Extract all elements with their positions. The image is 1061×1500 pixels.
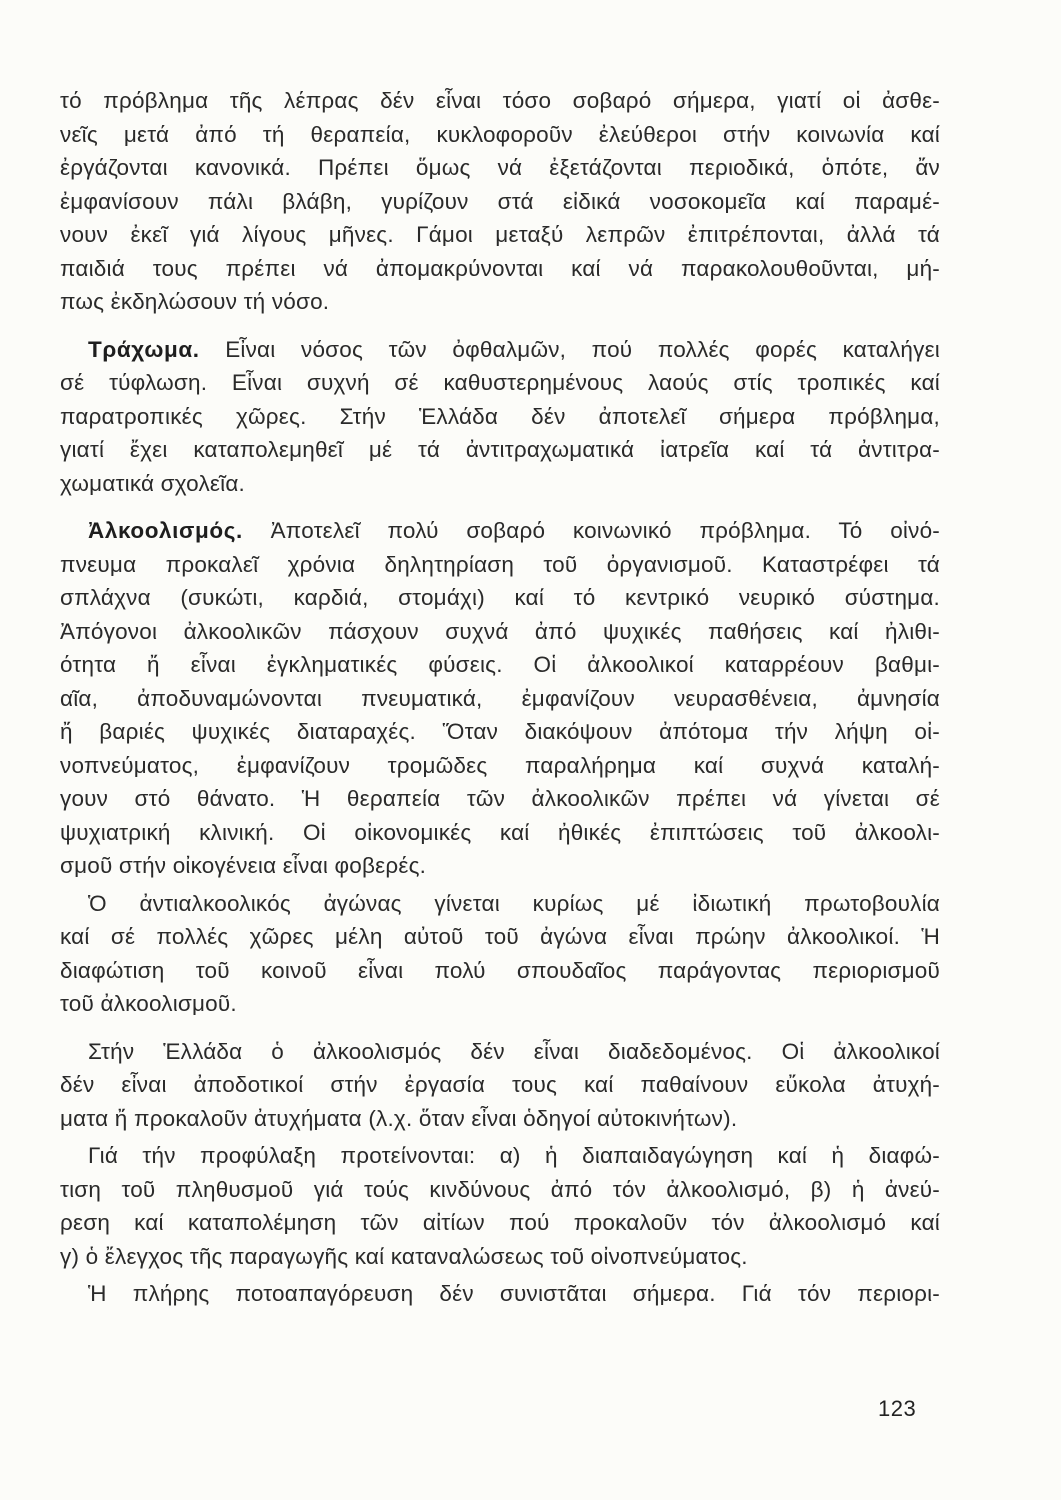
text-line: τό πρόβλημα τῆς λέπρας δέν εἶναι τόσο σοβαρό σήμερα, γιατί οἱ ἀσθε- xyxy=(60,88,940,113)
paragraph-prevention xyxy=(60,1139,940,1273)
text-line: σμοῦ στήν οἰκογένεια εἶναι φοβερές. xyxy=(60,853,427,878)
paragraph-trachoma xyxy=(60,333,940,501)
text-line: ψυχιατρική κλινική. Οἱ οἰκονομικές καί ἠθικές ἐπιπτώσεις τοῦ ἀλκοολι- xyxy=(60,819,940,845)
paragraph-gap xyxy=(60,1021,940,1035)
text-line: γουν στό θάνατο. Ἡ θεραπεία τῶν ἀλκοολικῶν πρέπει νά γίνεται σέ xyxy=(60,786,940,811)
text-line: σέ τύφλωση. Εἶναι συχνή σέ καθυστερημένους λαούς στίς τροπικές καί xyxy=(60,370,940,395)
text-line xyxy=(60,514,940,548)
text-line: καί σέ πολλές χῶρες μέλη αὐτοῦ τοῦ ἀγώνα εἶναι πρώην ἀλκοολικοί. Ἡ xyxy=(60,924,940,949)
text-line: Ἡ πλήρης ποτοαπαγόρευση δέν συνιστᾶται σήμερα. Γιά τόν περιορι- xyxy=(88,1281,940,1306)
section-term-alcoholism: Ἀλκοολισμός. xyxy=(88,518,243,543)
text-line: ματα ἤ προκαλοῦν ἀτυχήματα (λ.χ. ὅταν εἶναι ὁδηγοί αὐτοκινήτων). xyxy=(60,1105,738,1131)
paragraph-gap xyxy=(60,500,940,514)
text-line: ότητα ἤ εἶναι ἐγκληματικές φύσεις. Οἱ ἀλκοολικοί καταρρέουν βαθμι- xyxy=(60,652,940,677)
text-line: Ἀπόγονοι ἀλκοολικῶν πάσχουν συχνά ἀπό ψυχικές παθήσεις καί ἠλιθι- xyxy=(60,618,940,644)
text-line: πως ἐκδηλώσουν τή νόσο. xyxy=(60,289,330,314)
text-line: πνευμα προκαλεῖ χρόνια δηλητηρίαση τοῦ ὀργανισμοῦ. Καταστρέφει τά xyxy=(60,551,940,577)
text-line: διαφώτιση τοῦ κοινοῦ εἶναι πολύ σπουδαῖος παράγοντας περιορισμοῦ xyxy=(60,957,940,983)
text-line: σπλάχνα (συκώτι, καρδιά, στομάχι) καί τό κεντρικό νευρικό σύστημα. xyxy=(60,585,940,610)
text-line xyxy=(60,333,940,367)
text-line: νουν ἐκεῖ γιά λίγους μῆνες. Γάμοι μεταξύ λεπρῶν ἐπιτρέπονται, ἀλλά τά xyxy=(60,222,940,247)
text-line: γ) ὁ ἔλεγχος τῆς παραγωγῆς καί καταναλώσεως τοῦ οἰνοπνεύματος. xyxy=(60,1243,748,1269)
text-line: ρεση καί καταπολέμηση τῶν αἰτίων πού προκαλοῦν τόν ἀλκοολισμό καί xyxy=(60,1210,940,1235)
text-line: τιση τοῦ πληθυσμοῦ γιά τούς κινδύνους ἀπό τόν ἀλκοολισμό, β) ἡ ἀνεύ- xyxy=(60,1176,940,1202)
text-line: Γιά τήν προφύλαξη προτείνονται: α) ἡ διαπαιδαγώγηση καί ἡ διαφώ- xyxy=(88,1143,940,1168)
text-line: αῖα, ἀποδυναμώνονται πνευματικά, ἐμφανίζουν νευρασθένεια, ἀμνησία xyxy=(60,685,940,711)
text-line: ἐργάζονται κανονικά. Πρέπει ὅμως νά ἐξετάζονται περιοδικά, ὁπότε, ἄν xyxy=(60,155,940,180)
text-line-rest: Εἶναι νόσος τῶν ὀφθαλμῶν, πού πολλές φορές καταλήγει xyxy=(199,336,940,362)
paragraph-leprosy xyxy=(60,84,940,319)
paragraph-prohibition xyxy=(60,1277,940,1311)
text-line: χωματικά σχολεῖα. xyxy=(60,470,245,496)
text-line: ἐμφανίσουν πάλι βλάβη, γυρίζουν στά εἰδικά νοσοκομεῖα καί παραμέ- xyxy=(60,188,940,214)
text-line: ἤ βαριές ψυχικές διαταραχές. Ὅταν διακόψουν ἀπότομα τήν λήψη οἰ- xyxy=(60,719,940,744)
page-number: 123 xyxy=(878,1396,917,1421)
text-line: παρατροπικές χῶρες. Στήν Ἑλλάδα δέν ἀποτελεῖ σήμερα πρόβλημα, xyxy=(60,403,940,429)
text-line: Ὁ ἀντιαλκοολικός ἀγώνας γίνεται κυρίως μέ ἰδιωτική πρωτοβουλία xyxy=(88,890,940,916)
paragraph-greece xyxy=(60,1035,940,1136)
section-term-trachoma: Τράχωμα. xyxy=(88,336,200,362)
text-line: νοπνεύματος, ἐμφανίζουν τρομῶδες παραλήρημα καί συχνά καταλή- xyxy=(60,752,940,778)
paragraph-alcoholism xyxy=(60,514,940,883)
text-line: τοῦ ἀλκοολισμοῦ. xyxy=(60,991,237,1016)
paragraph-anti-alcohol xyxy=(60,887,940,1021)
text-line-rest: Ἀποτελεῖ πολύ σοβαρό κοινωνικό πρόβλημα. Τό οἰνό- xyxy=(242,518,940,543)
text-line: νεῖς μετά ἀπό τή θεραπεία, κυκλοφοροῦν ἐλεύθεροι στήν κοινωνία καί xyxy=(60,121,940,147)
text-line: Στήν Ἑλλάδα ὁ ἀλκοολισμός δέν εἶναι διαδεδομένος. Οἱ ἀλκοολικοί xyxy=(88,1038,940,1064)
text-line: παιδιά τους πρέπει νά ἀπομακρύνονται καί νά παρακολουθοῦνται, μή- xyxy=(60,255,940,281)
page-text xyxy=(60,84,940,1311)
text-line: γιατί ἔχει καταπολεμηθεῖ μέ τά ἀντιτραχωματικά ἰατρεῖα καί τά ἀντιτρα- xyxy=(60,437,940,462)
text-line: δέν εἶναι ἀποδοτικοί στήν ἐργασία τους καί παθαίνουν εὔκολα ἀτυχή- xyxy=(60,1072,940,1097)
paragraph-gap xyxy=(60,319,940,333)
